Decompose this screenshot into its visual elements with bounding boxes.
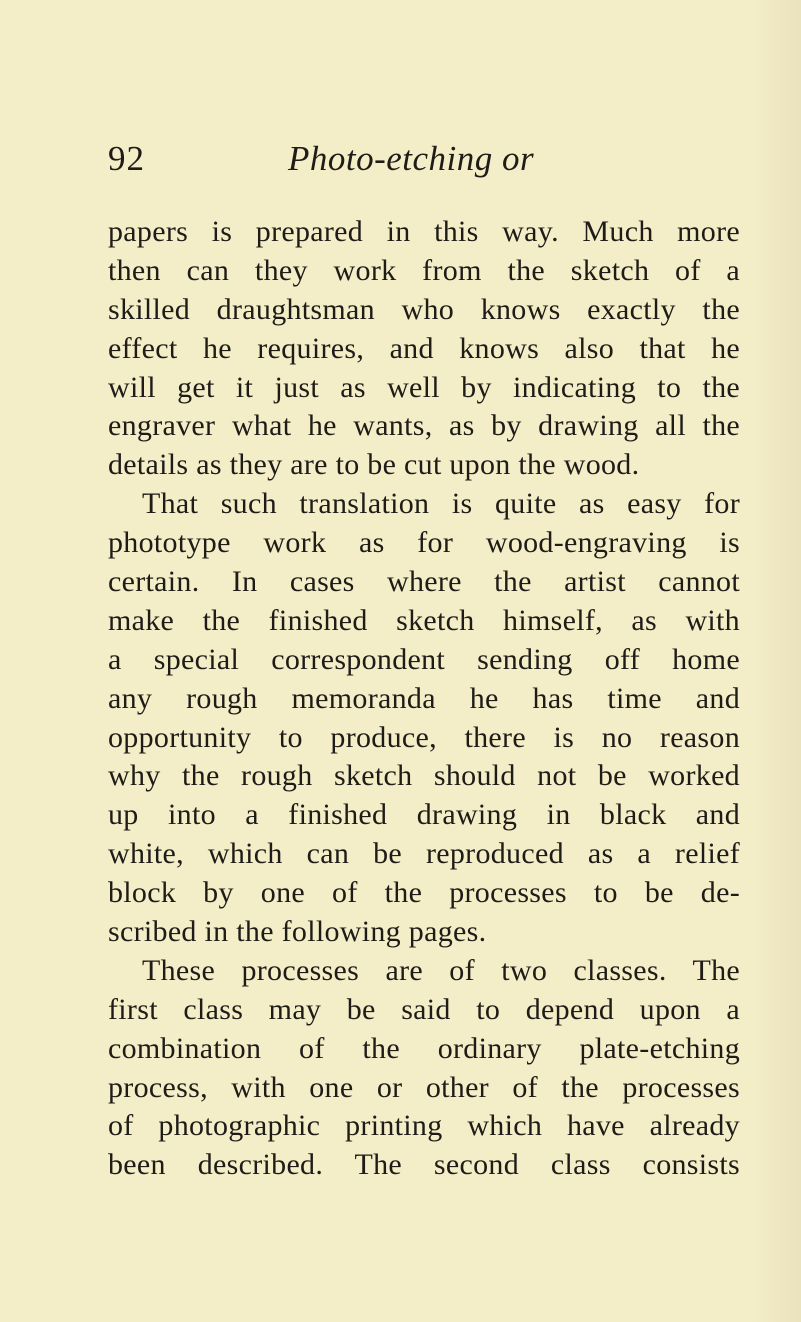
text-line: process, with one or other of the processes: [108, 1070, 740, 1104]
running-head: [108, 134, 738, 184]
text-line: white, which can be reproduced as a relief: [108, 837, 740, 871]
text-line: effect he requires, and knows also that he: [108, 331, 740, 365]
text-line: scribed in the following pages.: [108, 915, 487, 949]
text-line: These processes are of two classes. The: [142, 953, 740, 987]
text-line: make the finished sketch himself, as with: [108, 603, 740, 637]
text-line: details as they are to be cut upon the wood.: [108, 448, 640, 482]
text-line: been described. The second class consists: [108, 1148, 740, 1182]
text-line: That such translation is quite as easy for: [142, 487, 740, 521]
text-line: of photographic printing which have already: [108, 1109, 740, 1143]
text-line: a special correspondent sending off home: [108, 642, 740, 676]
text-line: first class may be said to depend upon a: [108, 992, 740, 1026]
text-line: papers is prepared in this way. Much more: [108, 215, 740, 248]
text-line: certain. In cases where the artist cannot: [108, 565, 740, 599]
text-line: why the rough sketch should not be worked: [108, 759, 740, 793]
text-line: opportunity to produce, there is no reason: [108, 720, 740, 754]
body-text: [108, 213, 740, 1185]
text-line: up into a finished drawing in black and: [108, 798, 740, 832]
text-line: engraver what he wants, as by drawing all the: [108, 409, 740, 443]
page-number: 92: [108, 139, 145, 178]
running-title: Photo-etching or: [288, 139, 535, 178]
text-line: then can they work from the sketch of a: [108, 253, 740, 287]
text-line: will get it just as well by indicating to the: [108, 370, 740, 404]
text-line: combination of the ordinary plate-etching: [108, 1031, 740, 1065]
text-line: any rough memoranda he has time and: [108, 681, 740, 715]
text-line: phototype work as for wood-engraving is: [108, 526, 740, 560]
text-line: skilled draughtsman who knows exactly the: [108, 292, 740, 326]
text-line: block by one of the processes to be de-: [108, 876, 740, 910]
